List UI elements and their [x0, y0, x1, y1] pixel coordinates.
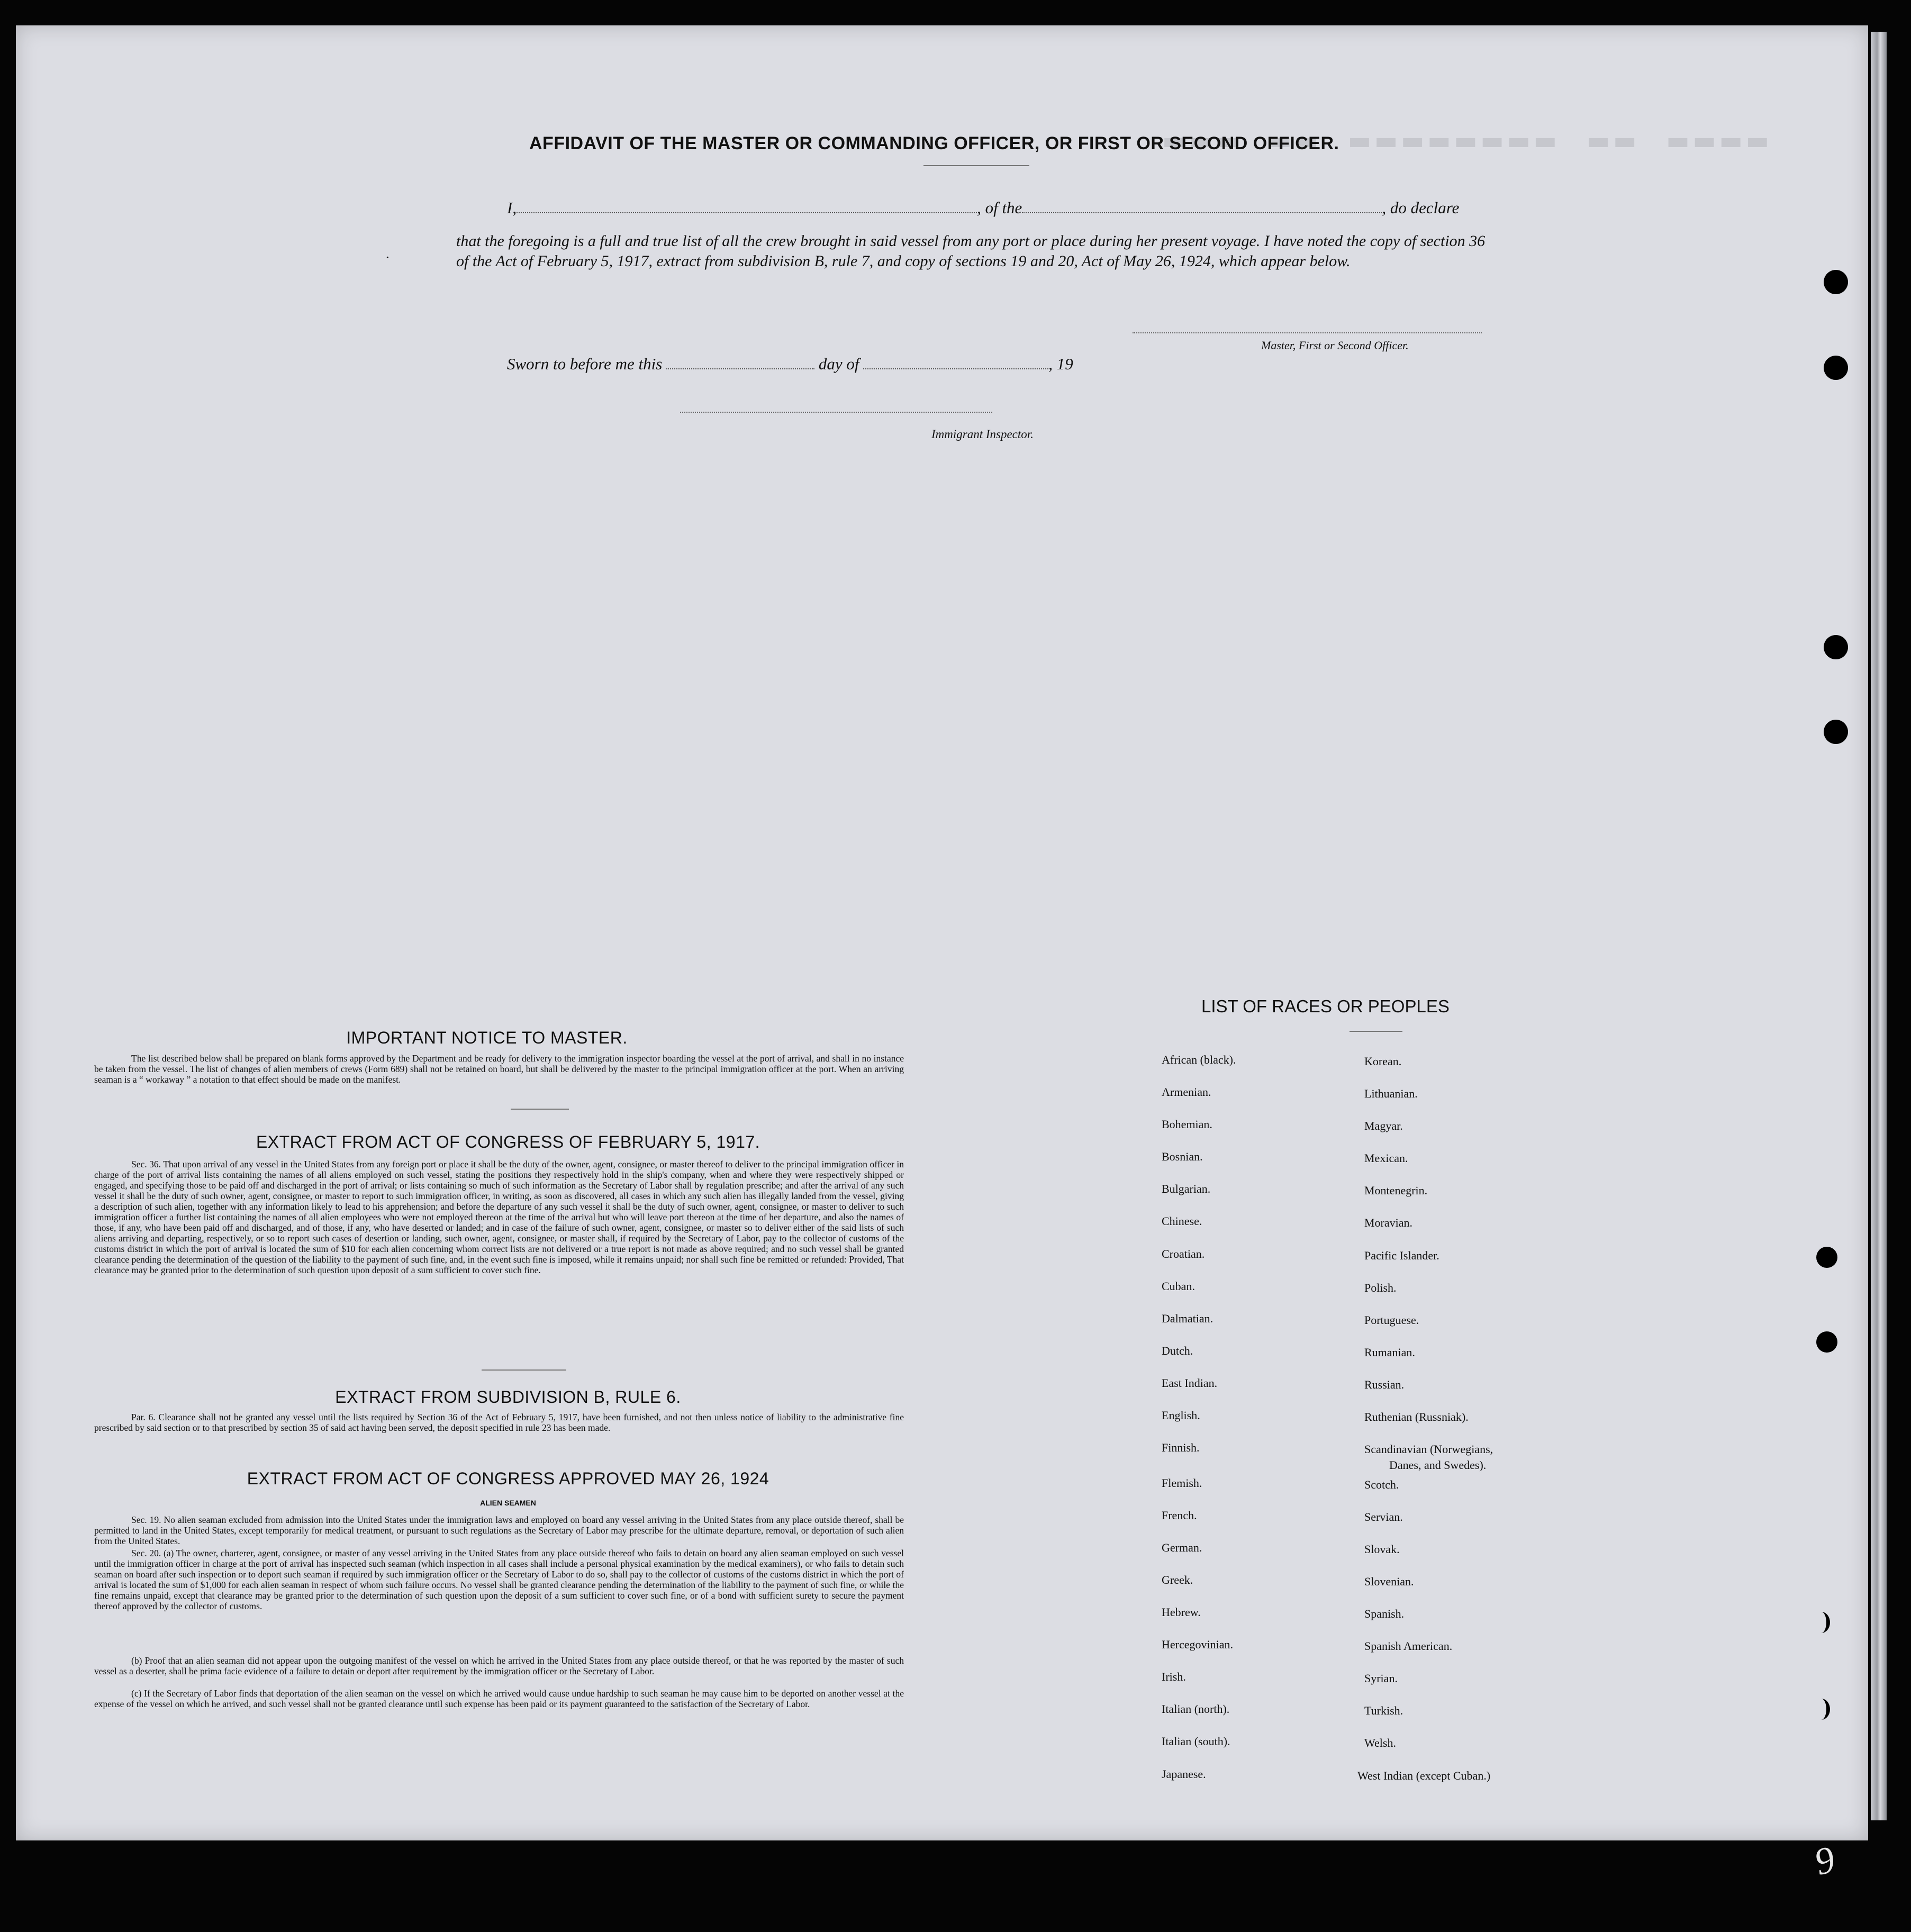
- race-item: French.: [1162, 1509, 1197, 1522]
- race-item: Croatian.: [1162, 1247, 1205, 1260]
- act-1917-divider: [482, 1369, 566, 1371]
- race-item: English.: [1162, 1409, 1200, 1422]
- race-item: Dalmatian.: [1162, 1312, 1213, 1325]
- race-item: Bulgarian.: [1162, 1182, 1211, 1195]
- stacked-page-edges: [1871, 32, 1887, 1820]
- officer-caption: Master, First or Second Officer.: [1261, 339, 1409, 352]
- race-item: Finnish.: [1162, 1441, 1200, 1454]
- race-item: Chinese.: [1162, 1214, 1202, 1228]
- rule-6-body: Par. 6. Clearance shall not be granted any vessel until the lists required by Section 36 of the Act of February 5, 1917, have been furnished, and not then unless notice of liability to the administrative fine prescribed by said section or to that prescribed by section 35 of said act having been served, the deposit specified in rule 23 has been made.: [94, 1412, 904, 1433]
- race-item: Spanish American.: [1364, 1639, 1453, 1653]
- sworn-month-field[interactable]: [863, 355, 1048, 369]
- act-1924-sec20b: (b) Proof that an alien seaman did not appear upon the outgoing manifest of the vessel on which he arrived in the United States from any place outside thereof, or that he was reported by the master of such vessel as a deserter, shall be prima facie evidence of a failure to detain or deport after requirement by the immigration officer or the Secretary of Labor.: [94, 1655, 904, 1676]
- officer-signature-line[interactable]: [1133, 332, 1482, 333]
- race-item: Turkish.: [1364, 1704, 1403, 1717]
- races-title: LIST OF RACES OR PEOPLES: [1201, 996, 1450, 1016]
- race-item: Irish.: [1162, 1670, 1186, 1683]
- race-item: Portuguese.: [1364, 1313, 1419, 1327]
- act-1924-sec20c: (c) If the Secretary of Labor finds that deportation of the alien seaman on the vessel on which he arrived would cause undue hardship to such seaman he may cause him to be deported on another vessel at the expense of the vessel on which he arrived, and such vessel shall not be granted clearance until such expense has been paid or its payment guaranteed to the satisfaction of the Secretary of Labor.: [94, 1688, 904, 1709]
- races-divider: [1350, 1031, 1402, 1032]
- inspector-signature-line[interactable]: [680, 412, 992, 413]
- name-field[interactable]: [517, 198, 977, 213]
- notice-title: IMPORTANT NOTICE TO MASTER.: [346, 1028, 628, 1047]
- race-item: East Indian.: [1162, 1376, 1218, 1390]
- title-divider: [923, 165, 1029, 166]
- affidavit-title: AFFIDAVIT OF THE MASTER OR COMMANDING OFFICER, OR FIRST OR SECOND OFFICER.: [529, 133, 1339, 153]
- act-1924-sec20a: Sec. 20. (a) The owner, charterer, agent, consignee, or master of any vessel arriving in the United States from any place outside thereof who fails to detain on board any alien seaman employed on such vessel until the immigration officer in charge at the port of arrival has inspected such seaman (which inspection in all cases shall include a personal physical examination by the medical examiners), or who fails to detain such seaman on board after such inspection or to deport such seaman if required by such immigration officer or the Secretary of Labor to do so, shall pay to the collector of customs of the customs district in which the port of arrival is located the sum of $1,000 for each alien seaman in respect of whom such failure occurs. No vessel shall be granted clearance pending the determination of the liability to the payment of such fine, or while the fine remains unpaid, except that clearance may be granted prior to the determination of such question upon the deposit of a sum sufficient to cover such fine, or of a bond with sufficient surety to secure the payment thereof approved by the collector of customs.: [94, 1548, 904, 1611]
- sworn-day-field[interactable]: [666, 355, 814, 369]
- race-item: Hebrew.: [1162, 1606, 1201, 1619]
- binder-hole: [1824, 635, 1848, 659]
- notice-divider: [511, 1109, 569, 1110]
- notice-body: The list described below shall be prepared on blank forms approved by the Department and be ready for delivery to the immigration inspector boarding the vessel at the port of arrival, and shall in no instance be taken from the vessel. The list of changes of alien members of crews (Form 689) shall not be retained on board, but shall be delivered by the master to the principal immigration officer at the port. When an arriving seaman is a “ workaway ” a notation to that effect should be made on the manifest.: [94, 1053, 904, 1085]
- corner-page-mark: 9: [1810, 1837, 1840, 1884]
- declare-of-the-label: , of the: [977, 198, 1022, 217]
- act-1924-sec19: Sec. 19. No alien seaman excluded from admission into the United States under the immigration laws and employed on board any vessel arriving in the United States from any place outside thereof, shall be permitted to land in the United States, except temporarily for medical treatment, or pursuant to such regulations as the Secretary of Labor may prescribe for the ultimate departure, removal, or deportation of such alien from the United States.: [94, 1514, 904, 1546]
- race-item: Armenian.: [1162, 1085, 1211, 1099]
- binder-hole: [1816, 1247, 1837, 1268]
- race-item: Bohemian.: [1162, 1118, 1212, 1131]
- race-item: Hercegovinian.: [1162, 1638, 1233, 1651]
- race-item: Italian (north).: [1162, 1702, 1230, 1716]
- race-item: Slovak.: [1364, 1543, 1400, 1556]
- sworn-day-of: day of: [818, 355, 859, 373]
- margin-dot: ·: [385, 250, 390, 265]
- race-item: Cuban.: [1162, 1280, 1195, 1293]
- race-item: West Indian (except Cuban.): [1357, 1769, 1491, 1782]
- affidavit-statement: that the foregoing is a full and true list of all the crew brought in said vessel from any port or place during her present voyage. I have noted the copy of section 36 of the Act of February 5, 1917, extract from subdivision B, rule 7, and copy of sections 19 and 20, Act of May 26, 1924, which appear below.: [456, 232, 1486, 270]
- inspector-caption: Immigrant Inspector.: [931, 428, 1034, 441]
- declare-do-declare-label: , do declare: [1382, 198, 1460, 217]
- race-item: Scotch.: [1364, 1478, 1399, 1491]
- act-1924-title: EXTRACT FROM ACT OF CONGRESS APPROVED MAY 26, 1924: [247, 1469, 769, 1488]
- race-item: Polish.: [1364, 1281, 1397, 1294]
- race-item: Korean.: [1364, 1055, 1402, 1068]
- binder-hole: [1824, 356, 1848, 380]
- race-item: Dutch.: [1162, 1344, 1193, 1357]
- declaration-line: [507, 198, 1459, 217]
- race-item: Ruthenian (Russniak).: [1364, 1410, 1469, 1423]
- race-item: African (black).: [1162, 1053, 1236, 1066]
- race-item: German.: [1162, 1541, 1202, 1554]
- binder-hole-partial: [1813, 1612, 1830, 1633]
- race-item: Japanese.: [1162, 1767, 1206, 1781]
- race-item: Montenegrin.: [1364, 1184, 1428, 1197]
- act-1917-body: Sec. 36. That upon arrival of any vessel in the United States from any foreign port or place it shall be the duty of the owner, agent, consignee, or master thereof to deliver to the principal immigration officer in charge of the port of arrival lists containing the names of all aliens employed on such vessel, stating the positions they respectively hold in the ship's company, when and where they were respectively shipped or engaged, and specifying those to be paid off and discharged in the port of arrival; or lists containing so much of such information as the Secretary of Labor shall by regulation prescribe; and after the arrival of any such vessel it shall be the duty of such owner, agent, consignee, or master to report to such immigration officer, in writing, as soon as discovered, all cases in which any such alien has illegally landed from the vessel, giving a description of such alien, together with any information likely to lead to his apprehension; and before the departure of any such vessel it shall be the duty of such owner, agent, consignee, or master to deliver to such immigration officer a further list containing the names of all alien employees who were not employed thereon at the time of the arrival but who will leave port thereon at the time of her departure, and also the names of those, if any, who have been paid off and discharged, and of those, if any, who have deserted or landed; and in case of the failure of such owner, agent, consignee, or master so to deliver either of the said lists of such aliens arriving and departing, respectively, or so to report such cases of desertion or landing, such owner, agent, consignee, or master shall, if required by the Secretary of Labor, pay to the collector of customs of the customs district in which the port of arrival is located the sum of $10 for each alien concerning whom correct lists are not delivered or a true report is not made as above required; and no such vessel shall be granted clearance pending the determination of the question of the liability to the payment of such fine, and, in the event such fine is imposed, while it remains unpaid; nor shall such fine be remitted or refunded: Provided, That clearance may be granted prior to the determination of such question upon deposit of a sum sufficient to cover such fine.: [94, 1159, 904, 1275]
- race-item: Moravian.: [1364, 1216, 1413, 1229]
- binder-hole: [1816, 1331, 1837, 1353]
- binder-hole: [1824, 720, 1848, 744]
- race-item: Bosnian.: [1162, 1150, 1203, 1163]
- race-item: Scandinavian (Norwegians,: [1364, 1443, 1493, 1456]
- race-item: Magyar.: [1364, 1119, 1403, 1132]
- binder-hole-partial: [1813, 1699, 1830, 1720]
- race-item: Slovenian.: [1364, 1575, 1414, 1588]
- race-item: Welsh.: [1364, 1736, 1396, 1749]
- race-item: Spanish.: [1364, 1607, 1405, 1620]
- race-item: Italian (south).: [1162, 1735, 1230, 1748]
- race-item: Pacific Islander.: [1364, 1249, 1439, 1262]
- race-item: Russian.: [1364, 1378, 1405, 1391]
- race-item: Lithuanian.: [1364, 1087, 1418, 1100]
- race-item: Servian.: [1364, 1510, 1403, 1523]
- sworn-line: [507, 355, 1073, 374]
- race-item: Flemish.: [1162, 1476, 1202, 1490]
- sworn-prefix: Sworn to before me this: [507, 355, 663, 373]
- act-1917-title: EXTRACT FROM ACT OF CONGRESS OF FEBRUARY 5, 1917.: [256, 1132, 760, 1151]
- race-item: Rumanian.: [1364, 1346, 1415, 1359]
- rule-6-title: EXTRACT FROM SUBDIVISION B, RULE 6.: [335, 1387, 681, 1407]
- declare-i-label: I,: [507, 198, 517, 217]
- vessel-field[interactable]: [1022, 198, 1382, 213]
- sworn-year: , 19: [1048, 355, 1073, 373]
- race-item: Mexican.: [1364, 1151, 1408, 1165]
- act-1924-subtitle: ALIEN SEAMEN: [480, 1499, 536, 1507]
- race-item: Greek.: [1162, 1573, 1193, 1586]
- race-item: Danes, and Swedes).: [1389, 1458, 1487, 1472]
- race-item: Syrian.: [1364, 1672, 1398, 1685]
- binder-hole: [1824, 270, 1848, 294]
